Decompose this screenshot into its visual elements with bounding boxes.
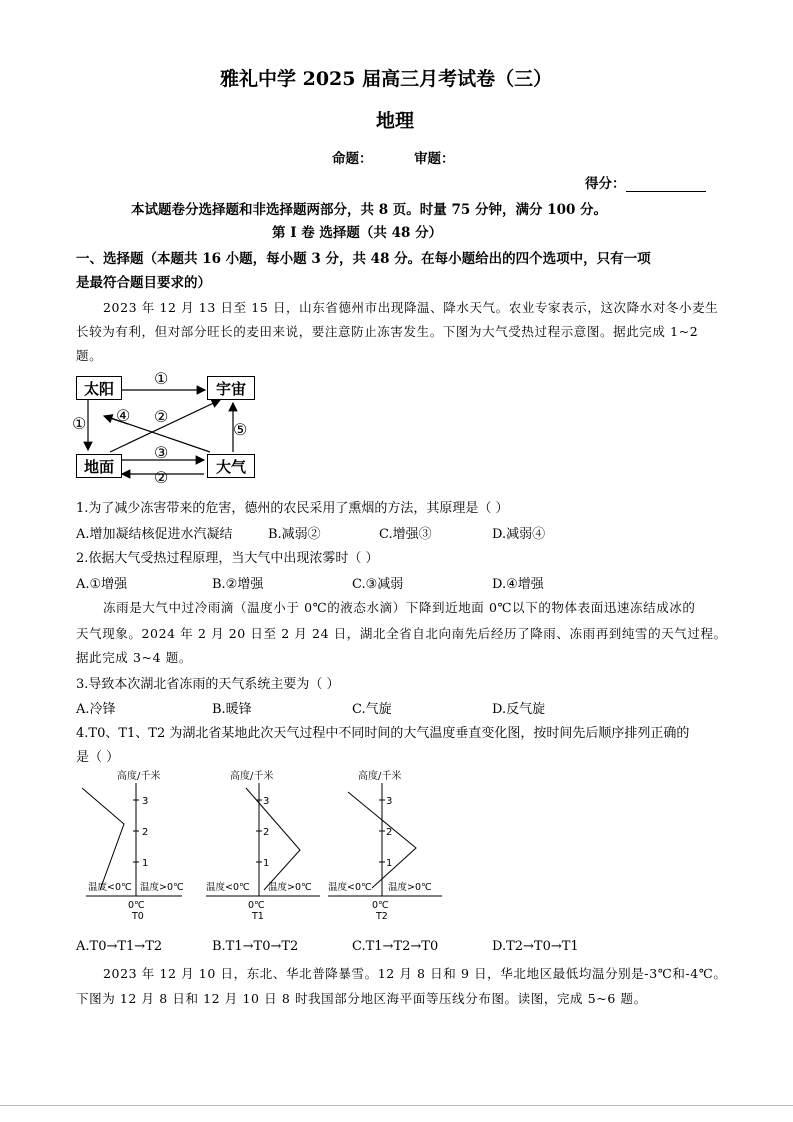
passage2-line1: 冻雨是大气中过冷雨滴（温度小于 0℃的液态水滴）下降到近地面 0℃以下的物体表面迅速冻结成冰的	[103, 600, 696, 615]
q2-stem: 2.依据大气受热过程原理，当大气中出现浓雾时（ ）	[76, 551, 379, 566]
q4-option-a: A.T0→T1→T2	[76, 939, 163, 954]
t1-tick-label-1: 1	[263, 858, 270, 869]
q2-option-b: B.②增强	[212, 577, 264, 592]
passage1-line2: 长较为有利，但对部分旺长的麦田来说，要注意防止冻害发生。下图为大气受热过程示意图。据此完成 1~2	[76, 324, 699, 339]
passage2-line2: 天气现象。2024 年 2 月 20 日至 2 月 24 日，湖北全省自北向南先后经历了降雨、冻雨再到纯雪的天气过程。	[76, 626, 727, 641]
label-n2-upper: ②	[154, 407, 169, 426]
t2-tick-label-1: 1	[386, 858, 393, 869]
q2-option-d: D.④增强	[492, 577, 544, 592]
label-n1-left: ①	[72, 414, 87, 433]
graph-t2	[328, 769, 442, 922]
q4-stem: 4.T0、T1、T2 为湖北省某地此次天气过程中不同时间的大气温度垂直变化图，按时间先后顺序排列正确的	[76, 726, 690, 741]
q1-option-d: D.减弱④	[492, 527, 546, 542]
label-n3: ③	[154, 443, 169, 462]
t2-right-label: 温度>0℃	[388, 882, 432, 893]
q2-option-a: A.①增强	[76, 577, 128, 592]
q3-option-c: C.气旋	[352, 702, 392, 717]
t1-right-label: 温度>0℃	[268, 882, 312, 893]
temperature-graphs	[70, 764, 490, 924]
label-n1-top: ①	[154, 369, 169, 388]
t1-zero-label: 0℃	[248, 900, 265, 911]
t0-tick-label-2: 2	[142, 827, 149, 838]
heating-diagram	[70, 366, 260, 487]
t1-profile	[246, 788, 300, 890]
passage3-line2: 下图为 12 月 8 日和 12 月 10 日 8 时我国部分地区海平面等压线分布图。读图，完成 5~6 题。	[76, 991, 647, 1006]
reviewer-label: 审题：	[414, 151, 455, 167]
q3-option-b: B.暖锋	[212, 702, 252, 717]
score-label: 得分：	[585, 176, 626, 192]
setter-label: 命题：	[332, 151, 373, 167]
intro-text: 本试题卷分选择题和非选择题两部分，共 8 页。时量 75 分钟，满分 100 分。	[131, 202, 608, 218]
t2-tick-label-2: 2	[386, 827, 393, 838]
part1-title: 第 I 卷 选择题（共 48 分）	[272, 225, 443, 241]
t0-right-label: 温度>0℃	[140, 882, 184, 893]
t2-y-label: 高度/千米	[358, 771, 402, 782]
t0-zero-label: 0℃	[128, 900, 145, 911]
t0-y-label: 高度/千米	[117, 771, 161, 782]
graph-t0	[82, 769, 184, 922]
t0-profile	[82, 788, 124, 890]
q4-option-b: B.T1→T0→T2	[212, 939, 299, 954]
subject-title: 地理	[376, 110, 415, 132]
passage3-line1: 2023 年 12 月 10 日，东北、华北普降暴雪。12 月 8 日和 9 日，华北地区最低均温分别是-3℃和-4℃。	[103, 966, 727, 981]
page-bottom-rule	[0, 1105, 793, 1106]
t1-left-label: 温度<0℃	[206, 882, 250, 893]
t0-tick-label-3: 3	[142, 796, 149, 807]
t1-tick-label-3: 3	[263, 796, 270, 807]
passage2-line3: 据此完成 3~4 题。	[76, 650, 192, 665]
q4-option-c: C.T1→T2→T0	[352, 939, 439, 954]
t1-y-label: 高度/千米	[230, 771, 274, 782]
atmosphere-box: 大气	[207, 454, 255, 478]
q1-stem: 1.为了减少冻害带来的危害，德州的农民采用了熏烟的方法，其原理是（ ）	[76, 501, 509, 516]
label-n5: ⑤	[233, 420, 248, 439]
t2-zero-label: 0℃	[372, 900, 389, 911]
t1-name: T1	[252, 911, 264, 922]
space-box: 宇宙	[207, 376, 255, 400]
score-field	[585, 172, 706, 192]
t0-name: T0	[132, 911, 144, 922]
t2-name: T2	[376, 911, 388, 922]
passage1-line1: 2023 年 12 月 13 日至 15 日，山东省德州市出现降温、降水天气。农业专家表示，这次降水对冬小麦生	[103, 300, 719, 315]
section1-line2: 是最符合题目要求的）	[76, 275, 211, 291]
t2-left-label: 温度<0℃	[328, 882, 372, 893]
t0-tick-label-1: 1	[142, 858, 149, 869]
exam-title: 雅礼中学 2025 届高三月考试卷（三）	[220, 68, 553, 90]
q2-option-c: C.③减弱	[352, 577, 404, 592]
t1-tick-label-2: 2	[263, 827, 270, 838]
q3-stem: 3.导致本次湖北省冻雨的天气系统主要为（ ）	[76, 677, 340, 692]
q1-option-a: A.增加凝结核促进水汽凝结	[76, 527, 233, 542]
section1-line1: 一、选择题（本题共 16 小题，每小题 3 分，共 48 分。在每小题给出的四个选项中，只有一项	[76, 251, 651, 267]
t0-left-label: 温度<0℃	[88, 882, 132, 893]
label-n2-lower: ②	[154, 468, 169, 487]
passage1-line3: 题。	[76, 348, 103, 363]
graph-t1	[206, 769, 320, 922]
score-blank	[626, 177, 706, 192]
sun-box: 太阳	[76, 376, 122, 400]
q1-option-c: C.增强③	[379, 527, 432, 542]
t2-tick-label-3: 3	[386, 796, 393, 807]
q4-stem-cont: 是（ ）	[76, 750, 120, 765]
q3-option-d: D.反气旋	[492, 702, 546, 717]
q4-option-d: D.T2→T0→T1	[492, 939, 579, 954]
label-n4: ④	[116, 406, 131, 425]
q1-option-b: B.减弱②	[268, 527, 321, 542]
ground-box: 地面	[76, 454, 122, 478]
q3-option-a: A.冷锋	[76, 702, 116, 717]
